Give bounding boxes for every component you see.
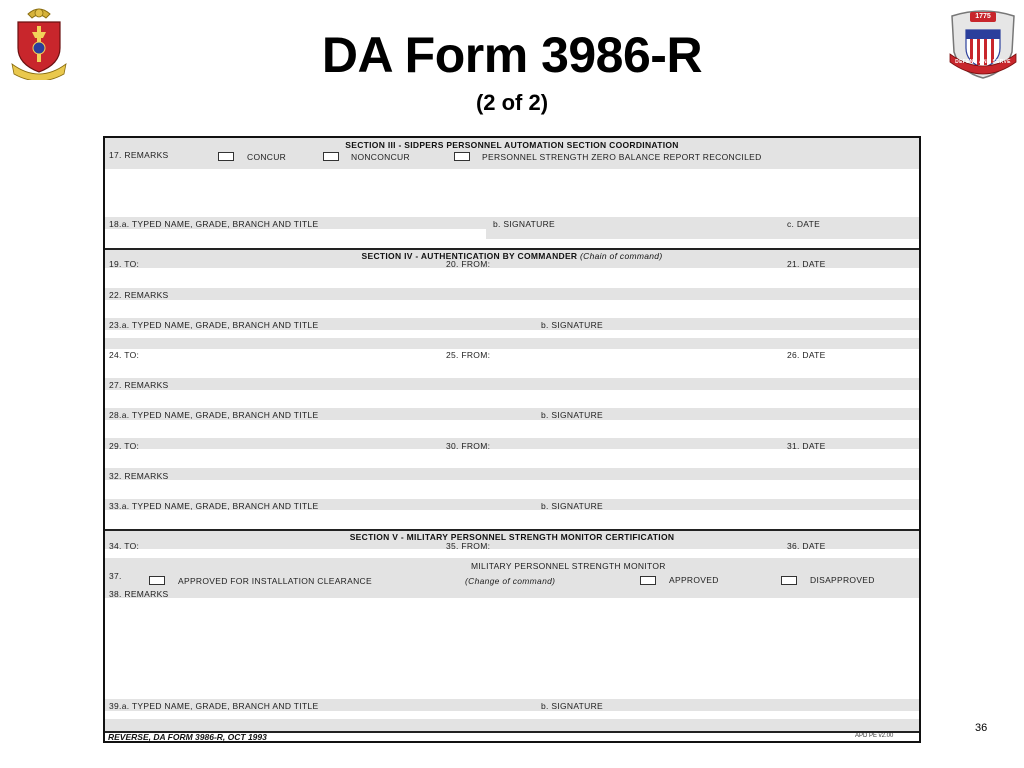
page-subtitle: (2 of 2) [475,90,549,115]
field-34-label: 34. TO: [109,541,140,551]
nonconcur-label: NONCONCUR [351,152,410,162]
approved-checkbox[interactable] [640,576,656,585]
zero-balance-checkbox[interactable] [454,152,470,161]
change-command-note: (Change of command) [465,576,556,586]
field-18b-label: b. SIGNATURE [493,219,556,229]
field-39a-label: 39.a. TYPED NAME, GRADE, BRANCH AND TITLE [109,701,319,711]
field-31-label: 31. DATE [787,441,826,451]
field-38-label: 38. REMARKS [109,589,169,599]
field-30-label: 30. FROM: [446,441,491,451]
field-29-label: 29. TO: [109,441,140,451]
da-form-3986r-reverse [103,136,921,743]
field-21-label: 21. DATE [787,259,826,269]
field-38-remarks-area[interactable] [107,598,917,698]
field-22-label: 22. REMARKS [109,290,169,300]
field-18c-label: c. DATE [787,219,821,229]
field-33b-label: b. SIGNATURE [541,501,604,511]
disapproved-checkbox[interactable] [781,576,797,585]
field-28b-label: b. SIGNATURE [541,410,604,420]
page-title: DA Form 3986-R [321,27,703,83]
form-footer-title: REVERSE, DA FORM 3986-R, OCT 1993 [108,732,267,742]
page-number: 36 [975,722,988,734]
field-26-label: 26. DATE [787,350,826,360]
field-36-label: 36. DATE [787,541,826,551]
concur-checkbox[interactable] [218,152,234,161]
field-35-label: 35. FROM: [446,541,491,551]
field-23a-label: 23.a. TYPED NAME, GRADE, BRANCH AND TITLE [109,320,319,330]
right-emblem-year: 1775 [975,13,991,20]
field-19-label: 19. TO: [109,259,140,269]
section-v-header: SECTION V - MILITARY PERSONNEL STRENGTH MONITOR CERTIFICATION [349,532,675,542]
field-17-label: 17. REMARKS [109,150,169,160]
approved-clearance-checkbox[interactable] [149,576,165,585]
mpsm-label: MILITARY PERSONNEL STRENGTH MONITOR [471,561,666,571]
disapproved-label: DISAPPROVED [810,575,875,585]
field-20-label: 20. FROM: [446,259,491,269]
approved-label: APPROVED [669,575,719,585]
form-version: APD PE v2.00 [855,733,894,739]
section-iii-header: SECTION III - SIDPERS PERSONNEL AUTOMATION SECTION COORDINATION [345,140,679,150]
right-emblem-motto: DEFEND AND SERVE [955,59,1011,65]
field-28a-label: 28.a. TYPED NAME, GRADE, BRANCH AND TITLE [109,410,319,420]
approved-clearance-label: APPROVED FOR INSTALLATION CLEARANCE [178,576,372,586]
field-23b-label: b. SIGNATURE [541,320,604,330]
zero-balance-label: PERSONNEL STRENGTH ZERO BALANCE REPORT RECONCILED [482,152,762,162]
field-25-label: 25. FROM: [446,350,491,360]
field-27-label: 27. REMARKS [109,380,169,390]
section-iv-chain-note: (Chain of command) [580,251,663,261]
nonconcur-checkbox[interactable] [323,152,339,161]
field-18a-label: 18.a. TYPED NAME, GRADE, BRANCH AND TITLE [109,219,319,229]
field-37-label: 37. [109,571,122,581]
field-24-label: 24. TO: [109,350,140,360]
field-39b-label: b. SIGNATURE [541,701,604,711]
concur-label: CONCUR [247,152,287,162]
field-17-remarks-area[interactable] [107,169,917,216]
field-33a-label: 33.a. TYPED NAME, GRADE, BRANCH AND TITLE [109,501,319,511]
section-iv-header-text: SECTION IV - AUTHENTICATION BY COMMANDER [361,251,578,261]
field-32-label: 32. REMARKS [109,471,169,481]
